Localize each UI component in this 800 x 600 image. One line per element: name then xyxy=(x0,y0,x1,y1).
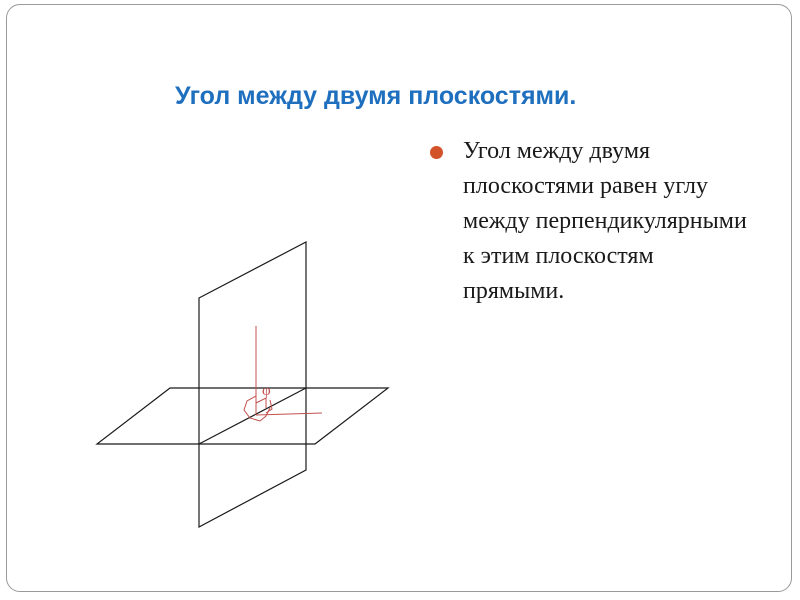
vertical-plane xyxy=(199,242,306,527)
slide-title: Угол между двумя плоскостями. xyxy=(175,82,577,110)
bullet-text: Угол между двумя плоскостями равен углу между перпендикулярными к этим плоскостям прямыми. xyxy=(463,138,747,304)
perpendicular-horizontal xyxy=(256,413,322,415)
intersection-line xyxy=(199,388,306,444)
right-angle-mark xyxy=(256,398,266,408)
horizontal-plane xyxy=(97,388,388,444)
angle-label: φ xyxy=(262,383,271,399)
